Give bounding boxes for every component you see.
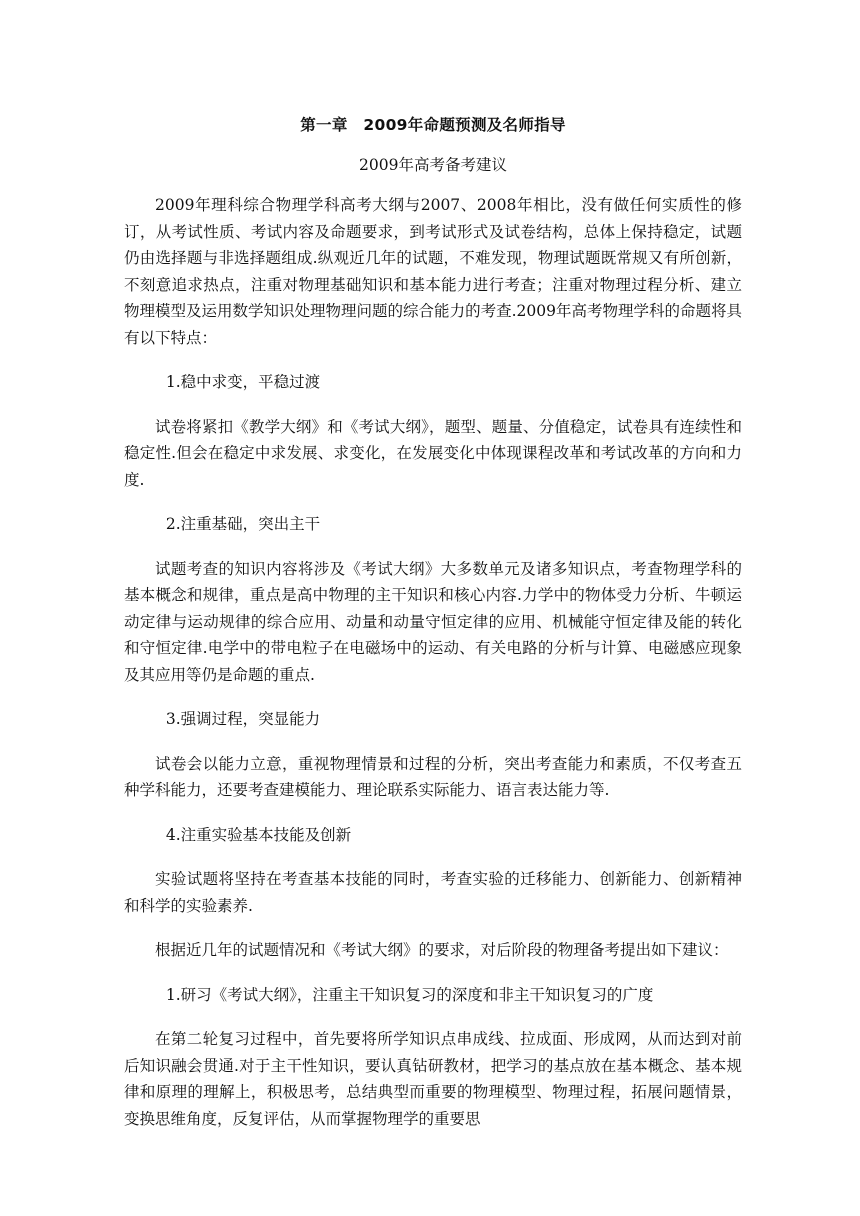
point-heading-3: 3.强调过程，突显能力	[165, 710, 321, 728]
document-body	[124, 112, 742, 1150]
section-subtitle: 2009年高考备考建议	[359, 156, 507, 174]
point-heading-2: 2.注重基础，突出主干	[165, 515, 321, 533]
point-paragraph-3: 试卷会以能力立意，重视物理情景和过程的分析，突出考查能力和素质，不仅考查五种学科能力，还要考查建模能力、理论联系实际能力、语言表达能力等.	[124, 754, 742, 799]
point-paragraph-2: 试题考查的知识内容将涉及《考试大纲》大多数单元及诸多知识点，考查物理学科的基本概念和规律，重点是高中物理的主干知识和核心内容.力学中的物体受力分析、牛顿运动定律与运动规律的综合应用、动量和动量守恒定律的应用、机械能守恒定律及能的转化和守恒定律.电学中的带电粒子在电磁场中的运动、有关电路的分析与计算、电磁感应现象及其应用等仍是命题的重点.	[124, 559, 742, 684]
intro-paragraph: 2009年理科综合物理学科高考大纲与2007、2008年相比，没有做任何实质性的修订，从考试性质、考试内容及命题要求，到考试形式及试卷结构，总体上保持稳定，试题仍由选择题与非选择题组成.纵观近几年的试题，不难发现，物理试题既常规又有所创新，不刻意追求热点，注重对物理基础知识和基本能力进行考查；注重对物理过程分析、建立物理模型及运用数学知识处理物理问题的综合能力的考查.2009年高考物理学科的命题将具有以下特点：	[124, 196, 742, 347]
advice-heading-1: 1.研习《考试大纲》，注重主干知识复习的深度和非主干知识复习的广度	[165, 985, 654, 1004]
point-heading-4: 4.注重实验基本技能及创新	[165, 825, 352, 844]
point-paragraph-4: 实验试题将坚持在考查基本技能的同时，考查实验的迁移能力、创新能力、创新精神和科学的实验素养.	[124, 870, 742, 915]
point-paragraph-1: 试卷将紧扣《教学大纲》和《考试大纲》，题型、题量、分值稳定，试卷具有连续性和稳定性.但会在稳定中求发展、求变化，在发展变化中体现课程改革和考试改革的方向和力度.	[124, 417, 742, 489]
point-heading-1: 1.稳中求变，平稳过渡	[165, 373, 321, 391]
advice-paragraph-1: 在第二轮复习过程中，首先要将所学知识点串成线、拉成面、形成网，从而达到对前后知识融会贯通.对于主干性知识，要认真钻研教材，把学习的基点放在基本概念、基本规律和原理的理解上，积极思考，总结典型而重要的物理模型、物理过程，拓展问题情景，变换思维角度，反复评估，从而掌握物理学的重要思	[124, 1030, 742, 1128]
advice-intro-paragraph: 根据近几年的试题情况和《考试大纲》的要求，对后阶段的物理备考提出如下建议：	[155, 941, 729, 959]
chapter-title: 第一章 2009年命题预测及名师指导	[300, 116, 566, 134]
